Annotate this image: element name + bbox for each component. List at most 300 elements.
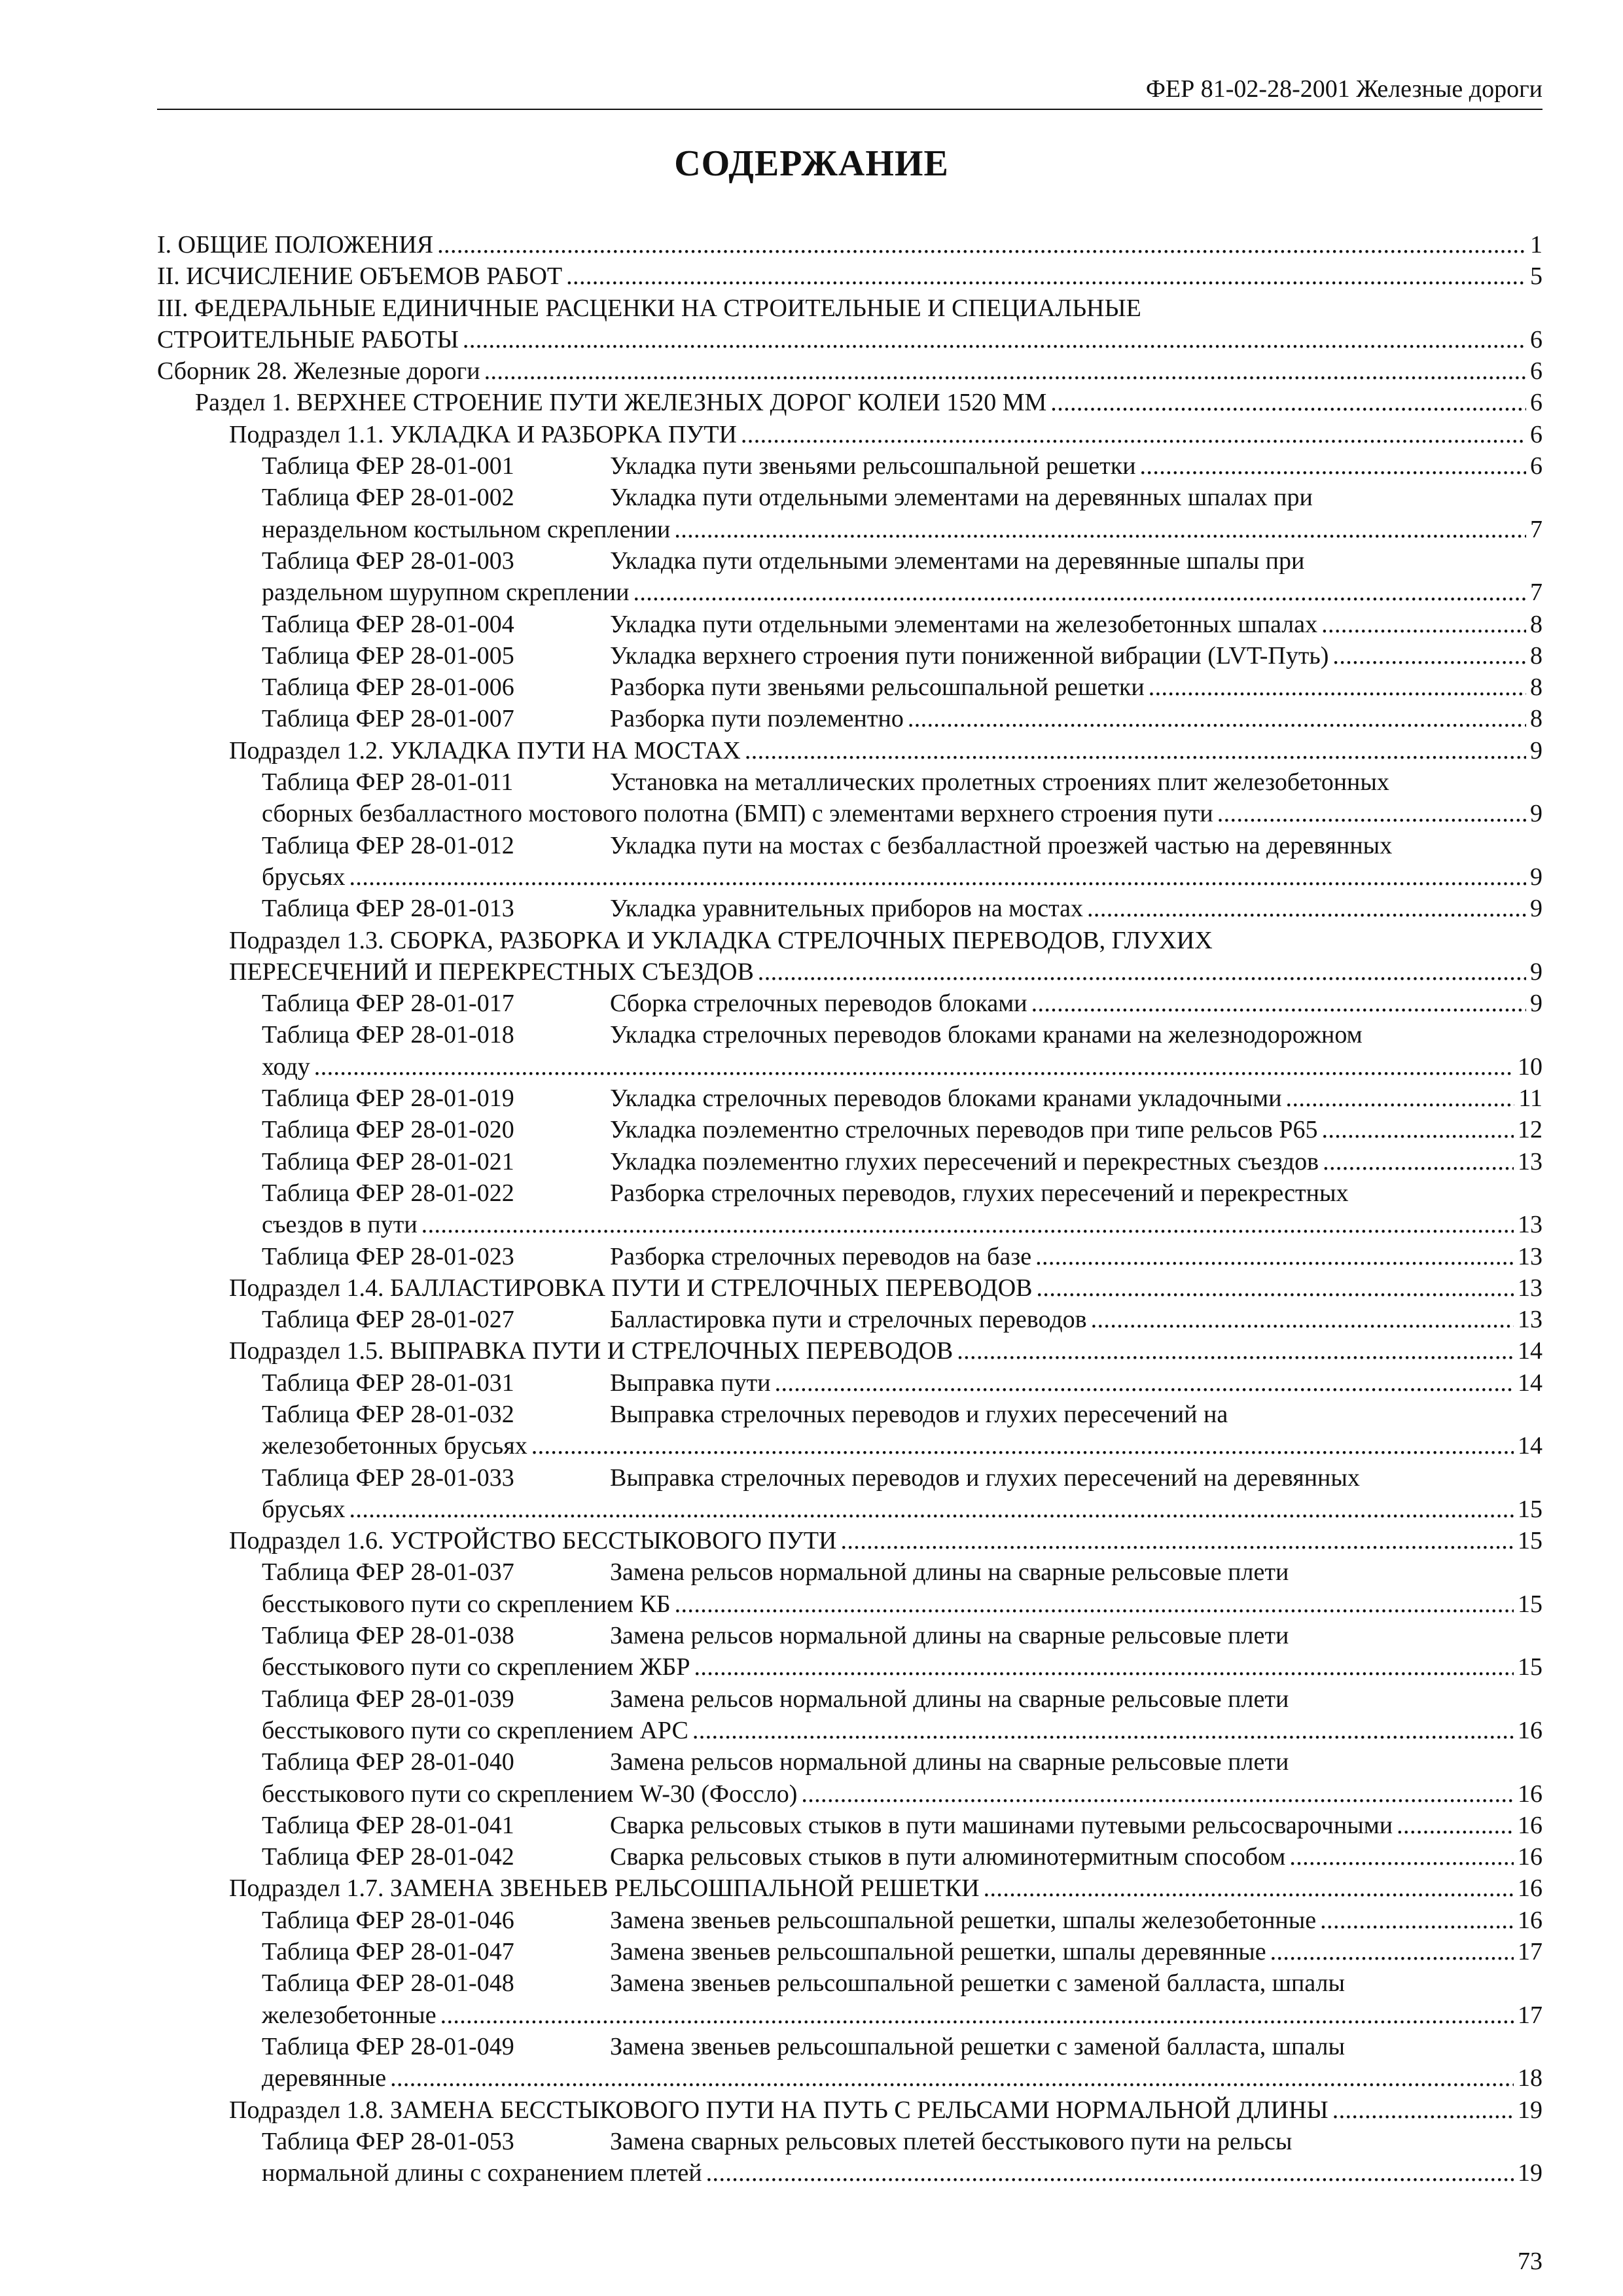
toc-page-number: 16: [1518, 1716, 1543, 1744]
toc-entry[interactable]: [157, 1430, 1543, 1462]
toc-entry-title: [229, 1873, 980, 1904]
toc-entry[interactable]: [157, 956, 1543, 988]
toc-page-number: 15: [1518, 1495, 1543, 1523]
toc-entry-title: [157, 260, 562, 292]
dot-leader: [957, 1335, 1514, 1367]
toc-page-number: 7: [1530, 515, 1543, 543]
toc-table-code: Таблица ФЕР 28-01-042: [262, 1843, 514, 1871]
toc-entry-title: [262, 1114, 1318, 1145]
toc-entry-title: [262, 640, 1329, 672]
toc-table-code: Таблица ФЕР 28-01-039: [262, 1685, 514, 1713]
toc-entry[interactable]: [157, 893, 1543, 924]
toc-entry[interactable]: [157, 293, 1543, 324]
toc-entry[interactable]: [157, 1620, 1543, 1651]
dot-leader: [1035, 1241, 1514, 1272]
toc-page-number: 9: [1530, 800, 1543, 828]
toc-entry-text: Выправка пути: [610, 1369, 771, 1397]
toc-page-number: 1: [1530, 231, 1543, 259]
toc-page-number: 14: [1518, 1432, 1543, 1460]
toc-page-number: 6: [1530, 325, 1543, 353]
toc-page-number: 11: [1518, 1085, 1543, 1113]
toc-entry[interactable]: [157, 1967, 1543, 1999]
toc-page-number: 13: [1518, 1274, 1543, 1302]
toc-page-number: 13: [1518, 1147, 1543, 1175]
toc-entry-text: Замена рельсов нормальной длины на сварные рельсовые плети: [610, 1622, 1289, 1650]
toc-entry-title: [262, 2000, 437, 2031]
toc-entry-text: Замена рельсов нормальной длины на сварные рельсовые плети: [610, 1558, 1289, 1587]
toc-entry[interactable]: [157, 861, 1543, 893]
toc-entry[interactable]: [157, 577, 1543, 608]
toc-entry-title: [262, 1841, 1285, 1873]
toc-table-code: Таблица ФЕР 28-01-003: [262, 547, 514, 575]
toc-entry-title: [262, 766, 1389, 798]
toc-table-code: Таблица ФЕР 28-01-017: [262, 990, 514, 1018]
toc-page-number: 17: [1518, 1938, 1543, 1966]
toc-entry[interactable]: [157, 1209, 1543, 1240]
toc-page-number: 13: [1518, 1211, 1543, 1239]
toc-entry-text: Выправка стрелочных переводов и глухих пересечений на деревянных: [610, 1463, 1360, 1492]
dot-leader: [314, 1051, 1514, 1083]
toc-entry-text: Сварка рельсовых стыков в пути алюминотермитным способом: [610, 1843, 1286, 1871]
toc-entry-text: нормальной длины с сохранением плетей: [262, 2159, 702, 2187]
dot-leader: [440, 2000, 1514, 2031]
toc-entry-title: [229, 1335, 953, 1367]
dot-leader: [463, 324, 1526, 355]
dot-leader: [1031, 988, 1526, 1019]
toc-entry[interactable]: [157, 988, 1543, 1019]
toc-entry[interactable]: [157, 1841, 1543, 1873]
toc-entry-title: [262, 672, 1145, 703]
dot-leader: [908, 703, 1526, 734]
dot-leader: [531, 1430, 1514, 1462]
toc-entry[interactable]: [157, 545, 1543, 577]
toc-page-number: 9: [1530, 895, 1543, 923]
toc-table-code: Таблица ФЕР 28-01-048: [262, 1969, 514, 1998]
toc-entry-title: [157, 293, 1141, 324]
toc-entry-text: железобетонных брусьях: [262, 1432, 527, 1460]
toc-entry-text: III. ФЕДЕРАЛЬНЫЕ ЕДИНИЧНЫЕ РАСЦЕНКИ НА СТРОИТЕЛЬНЫЕ И СПЕЦИАЛЬНЫЕ: [157, 294, 1141, 322]
toc-table-code: Таблица ФЕР 28-01-002: [262, 484, 514, 512]
dot-leader: [984, 1873, 1514, 1904]
dot-leader: [349, 861, 1526, 893]
dot-leader: [1397, 1810, 1514, 1841]
toc-page-number: 12: [1518, 1116, 1543, 1144]
toc-page-number: 16: [1518, 1811, 1543, 1839]
toc-entry-title: [262, 988, 1027, 1019]
toc-entry[interactable]: [157, 830, 1543, 861]
toc-entry[interactable]: [157, 735, 1543, 766]
toc-entry-title: [262, 482, 1313, 513]
toc-entry-title: [229, 956, 754, 988]
toc-entry-text: Укладка стрелочных переводов блоками кранами на железнодорожном: [610, 1021, 1363, 1049]
toc-entry-title: [262, 703, 904, 734]
toc-entry-title: [262, 1209, 418, 1240]
toc-table-code: Таблица ФЕР 28-01-021: [262, 1147, 514, 1175]
toc-page-number: 8: [1530, 641, 1543, 670]
toc-entry-title: [262, 545, 1304, 577]
toc-entry[interactable]: [157, 766, 1543, 798]
toc-entry-text: Подраздел 1.3. СБОРКА, РАЗБОРКА И УКЛАДКА СТРЕЛОЧНЫХ ПЕРЕВОДОВ, ГЛУХИХ: [229, 926, 1213, 954]
toc-entry-title: [262, 1051, 310, 1083]
toc-table-code: Таблица ФЕР 28-01-012: [262, 831, 514, 859]
toc-entry-title: [262, 450, 1136, 482]
page-number: 73: [1518, 2248, 1543, 2275]
toc-entry[interactable]: [157, 1556, 1543, 1588]
toc-table-code: Таблица ФЕР 28-01-001: [262, 452, 514, 480]
toc-entry[interactable]: [157, 1019, 1543, 1050]
toc-entry-title: [157, 355, 480, 387]
toc-table-code: Таблица ФЕР 28-01-022: [262, 1179, 514, 1207]
toc-entry-text: Укладка стрелочных переводов блоками кранами укладочными: [610, 1085, 1282, 1113]
toc-entry-title: [262, 1778, 797, 1810]
toc-entry-title: [229, 419, 737, 450]
toc-entry-text: брусьях: [262, 1495, 346, 1523]
toc-entry-title: [262, 514, 670, 545]
toc-entry[interactable]: [157, 2062, 1543, 2094]
toc-page-number: 14: [1518, 1337, 1543, 1365]
toc-entry[interactable]: [157, 1241, 1543, 1272]
toc-entry-text: Разборка пути поэлементно: [610, 705, 904, 733]
dot-leader: [675, 1588, 1514, 1620]
toc-entry-text: Подраздел 1.6. УСТРОЙСТВО БЕССТЫКОВОГО ПУТИ: [229, 1527, 837, 1555]
toc-page-number: 6: [1530, 420, 1543, 448]
toc-entry-title: [262, 1936, 1266, 1967]
toc-table-code: Таблица ФЕР 28-01-023: [262, 1242, 514, 1270]
toc-entry-text: железобетонные: [262, 2001, 437, 2029]
toc-entry[interactable]: [157, 703, 1543, 734]
dot-leader: [349, 1494, 1514, 1525]
toc-entry-text: Сборка стрелочных переводов блоками: [610, 990, 1027, 1018]
toc-entry-text: ходу: [262, 1052, 310, 1081]
toc-table-code: Таблица ФЕР 28-01-053: [262, 2127, 514, 2155]
toc-page-number: 9: [1530, 958, 1543, 986]
toc-entry[interactable]: [157, 260, 1543, 292]
toc-entry-title: [262, 2157, 702, 2189]
toc-page-number: 5: [1530, 262, 1543, 291]
toc-entry-title: [262, 1651, 690, 1683]
toc-entry-text: Установка на металлических пролетных строениях плит железобетонных: [610, 768, 1389, 797]
page-title: СОДЕРЖАНИЕ: [674, 143, 949, 184]
toc-entry-text: Укладка поэлементно стрелочных переводов при типе рельсов Р65: [610, 1116, 1318, 1144]
toc-page-number: 13: [1518, 1242, 1543, 1270]
toc-entry-text: Замена рельсов нормальной длины на сварные рельсовые плети: [610, 1685, 1289, 1713]
toc-entry-title: [262, 1715, 688, 1746]
toc-entry[interactable]: [157, 2000, 1543, 2031]
toc-table-code: Таблица ФЕР 28-01-005: [262, 641, 514, 670]
toc-table-code: Таблица ФЕР 28-01-020: [262, 1116, 514, 1144]
toc-entry-text: Замена звеньев рельсошпальной решетки с заменой балласта, шпалы: [610, 2032, 1346, 2060]
toc-entry[interactable]: [157, 1873, 1543, 1904]
toc-page-number: 18: [1518, 2064, 1543, 2092]
toc-entry-text: II. ИСЧИСЛЕНИЕ ОБЪЕМОВ РАБОТ: [157, 262, 563, 291]
toc-entry-title: [262, 1146, 1319, 1177]
toc-entry[interactable]: [157, 1367, 1543, 1399]
dot-leader: [758, 956, 1526, 988]
toc-entry[interactable]: [157, 1715, 1543, 1746]
dot-leader: [801, 1778, 1514, 1810]
toc-entry-text: Подраздел 1.7. ЗАМЕНА ЗВЕНЬЕВ РЕЛЬСОШПАЛЬНОЙ РЕШЕТКИ: [229, 1874, 980, 1903]
dot-leader: [1289, 1841, 1514, 1873]
header-rule: [157, 109, 1543, 110]
running-header: ФЕР 81-02-28-2001 Железные дороги: [1145, 75, 1543, 103]
toc-table-code: Таблица ФЕР 28-01-047: [262, 1938, 514, 1966]
toc-entry-text: Замена рельсов нормальной длины на сварные рельсовые плети: [610, 1748, 1289, 1776]
toc-page-number: 16: [1518, 1843, 1543, 1871]
toc-entry-text: Укладка пути отдельными элементами на деревянные шпалы при: [610, 547, 1305, 575]
toc-entry[interactable]: [157, 450, 1543, 482]
toc-table-code: Таблица ФЕР 28-01-031: [262, 1369, 514, 1397]
toc-entry-text: СТРОИТЕЛЬНЫЕ РАБОТЫ: [157, 325, 459, 353]
toc-entry-text: Сборник 28. Железные дороги: [157, 357, 480, 386]
toc-table-code: Таблица ФЕР 28-01-049: [262, 2032, 514, 2060]
toc-table-code: Таблица ФЕР 28-01-013: [262, 895, 514, 923]
toc-entry-title: [262, 893, 1083, 924]
toc-entry-text: Укладка пути на мостах с безбалластной проезжей частью на деревянных: [610, 831, 1393, 859]
toc-entry-title: [262, 2062, 386, 2094]
toc-entry-text: Сварка рельсовых стыков в пути машинами путевыми рельсосварочными: [610, 1811, 1393, 1839]
toc-entry[interactable]: [157, 2094, 1543, 2126]
toc-entry-title: [262, 1810, 1393, 1841]
dot-leader: [437, 229, 1526, 260]
toc-entry[interactable]: [157, 514, 1543, 545]
toc-entry-text: Замена сварных рельсовых плетей бесстыкового пути на рельсы: [610, 2127, 1293, 2155]
toc-entry-text: Разборка стрелочных переводов на базе: [610, 1242, 1032, 1270]
toc-entry-text: сборных безбалластного мостового полотна (БМП) с элементами верхнего строения пути: [262, 800, 1213, 828]
toc-table-code: Таблица ФЕР 28-01-040: [262, 1748, 514, 1776]
toc-entry-text: Замена звеньев рельсошпальной решетки с заменой балласта, шпалы: [610, 1969, 1346, 1998]
toc-entry-title: [262, 1019, 1363, 1050]
dot-leader: [694, 1651, 1514, 1683]
toc-table-code: Таблица ФЕР 28-01-006: [262, 673, 514, 702]
dot-leader: [390, 2062, 1514, 2094]
toc-entry[interactable]: [157, 1525, 1543, 1556]
dot-leader: [1321, 609, 1526, 640]
toc-entry[interactable]: [157, 1462, 1543, 1494]
toc-entry[interactable]: [157, 1810, 1543, 1841]
toc-entry-title: [262, 1083, 1282, 1114]
toc-page-number: 6: [1530, 389, 1543, 417]
toc-entry-text: Укладка пути отдельными элементами на деревянных шпалах при: [610, 484, 1313, 512]
dot-leader: [1140, 450, 1526, 482]
toc-entry[interactable]: [157, 1905, 1543, 1936]
toc-entry-title: [262, 2031, 1345, 2062]
toc-entry-title: [262, 1177, 1349, 1209]
table-of-contents: [157, 229, 1543, 2189]
toc-entry-text: Балластировка пути и стрелочных переводов: [610, 1306, 1087, 1334]
toc-entry-title: [229, 925, 1213, 956]
toc-entry-text: Подраздел 1.4. БАЛЛАСТИРОВКА ПУТИ И СТРЕЛОЧНЫХ ПЕРЕВОДОВ: [229, 1274, 1033, 1302]
toc-page-number: 8: [1530, 610, 1543, 638]
toc-entry[interactable]: [157, 419, 1543, 450]
toc-entry-text: бесстыкового пути со скреплением АРС: [262, 1716, 688, 1744]
toc-entry-text: Подраздел 1.8. ЗАМЕНА БЕССТЫКОВОГО ПУТИ НА ПУТЬ С РЕЛЬСАМИ НОРМАЛЬНОЙ ДЛИНЫ: [229, 2096, 1329, 2124]
toc-entry-text: Укладка пути звеньями рельсошпальной решетки: [610, 452, 1136, 480]
dot-leader: [1037, 1272, 1514, 1304]
toc-entry-text: ПЕРЕСЕЧЕНИЙ И ПЕРЕКРЕСТНЫХ СЪЕЗДОВ: [229, 958, 754, 986]
toc-entry-text: Укладка уравнительных приборов на мостах: [610, 895, 1084, 923]
dot-leader: [745, 735, 1526, 766]
toc-entry-text: нераздельном костыльном скреплении: [262, 515, 671, 543]
toc-entry-title: [262, 1588, 671, 1620]
dot-leader: [1332, 640, 1526, 672]
dot-leader: [1091, 1304, 1514, 1335]
toc-table-code: Таблица ФЕР 28-01-027: [262, 1306, 514, 1334]
toc-entry[interactable]: [157, 1114, 1543, 1145]
toc-entry-title: [262, 1746, 1289, 1778]
toc-entry[interactable]: [157, 609, 1543, 640]
toc-entry-title: [229, 2094, 1329, 2126]
toc-entry-title: [262, 1399, 1228, 1430]
toc-entry-text: съездов в пути: [262, 1211, 418, 1239]
toc-table-code: Таблица ФЕР 28-01-038: [262, 1622, 514, 1650]
toc-page-number: 13: [1518, 1306, 1543, 1334]
toc-entry[interactable]: [157, 1177, 1543, 1209]
toc-page-number: 15: [1518, 1653, 1543, 1681]
toc-entry-title: [157, 324, 459, 355]
dot-leader: [1286, 1083, 1515, 1114]
toc-entry[interactable]: [157, 1272, 1543, 1304]
toc-page-number: 10: [1518, 1052, 1543, 1081]
dot-leader: [1050, 387, 1526, 418]
dot-leader: [706, 2157, 1514, 2189]
toc-entry-title: [262, 798, 1213, 829]
toc-entry-text: Подраздел 1.1. УКЛАДКА И РАЗБОРКА ПУТИ: [229, 420, 737, 448]
toc-entry[interactable]: [157, 1304, 1543, 1335]
toc-page-number: 15: [1518, 1590, 1543, 1618]
dot-leader: [841, 1525, 1514, 1556]
toc-page-number: 17: [1518, 2001, 1543, 2029]
dot-leader: [1270, 1936, 1514, 1967]
dot-leader: [741, 419, 1526, 450]
toc-entry[interactable]: [157, 1399, 1543, 1430]
toc-entry[interactable]: [157, 1083, 1543, 1114]
toc-entry-title: [262, 1430, 527, 1462]
toc-entry-title: [229, 1525, 837, 1556]
toc-table-code: Таблица ФЕР 28-01-004: [262, 610, 514, 638]
toc-page-number: 15: [1518, 1527, 1543, 1555]
toc-entry[interactable]: [157, 1335, 1543, 1367]
toc-entry-text: Укладка верхнего строения пути пониженной вибрации (LVT-Путь): [610, 641, 1329, 670]
toc-entry-text: брусьях: [262, 863, 346, 891]
toc-entry-text: I. ОБЩИЕ ПОЛОЖЕНИЯ: [157, 231, 434, 259]
toc-entry[interactable]: [157, 640, 1543, 672]
toc-entry[interactable]: [157, 1051, 1543, 1083]
toc-entry[interactable]: [157, 1651, 1543, 1683]
toc-entry-title: [262, 1905, 1316, 1936]
toc-entry-text: Укладка поэлементно глухих пересечений и перекрестных съездов: [610, 1147, 1319, 1175]
toc-entry-text: Укладка пути отдельными элементами на железобетонных шпалах: [610, 610, 1318, 638]
toc-entry[interactable]: [157, 1494, 1543, 1525]
toc-entry-title: [262, 1462, 1360, 1494]
toc-entry[interactable]: [157, 2157, 1543, 2189]
toc-table-code: Таблица ФЕР 28-01-032: [262, 1400, 514, 1428]
toc-page-number: 9: [1530, 990, 1543, 1018]
toc-entry-title: [262, 1367, 771, 1399]
toc-entry-text: деревянные: [262, 2064, 387, 2092]
toc-entry-text: Подраздел 1.5. ВЫПРАВКА ПУТИ И СТРЕЛОЧНЫХ ПЕРЕВОДОВ: [229, 1337, 954, 1365]
toc-entry[interactable]: [157, 324, 1543, 355]
toc-entry[interactable]: [157, 798, 1543, 829]
toc-page-number: 9: [1530, 863, 1543, 891]
toc-table-code: Таблица ФЕР 28-01-018: [262, 1021, 514, 1049]
toc-entry-title: [157, 229, 433, 260]
toc-table-code: Таблица ФЕР 28-01-007: [262, 705, 514, 733]
toc-page-number: 8: [1530, 705, 1543, 733]
dot-leader: [1217, 798, 1526, 829]
toc-entry[interactable]: [157, 1683, 1543, 1715]
toc-entry-title: [262, 1556, 1289, 1588]
toc-table-code: Таблица ФЕР 28-01-033: [262, 1463, 514, 1492]
toc-entry[interactable]: [157, 2031, 1543, 2062]
toc-entry[interactable]: [157, 387, 1543, 418]
toc-entry[interactable]: [157, 1146, 1543, 1177]
dot-leader: [484, 355, 1526, 387]
toc-entry[interactable]: [157, 1746, 1543, 1778]
toc-entry[interactable]: [157, 1936, 1543, 1967]
toc-entry-title: [262, 1683, 1289, 1715]
toc-entry-text: раздельном шурупном скреплении: [262, 579, 630, 607]
toc-entry-text: Выправка стрелочных переводов и глухих пересечений на: [610, 1400, 1228, 1428]
toc-entry-text: бесстыкового пути со скреплением W-30 (Фоссло): [262, 1780, 798, 1808]
toc-entry-title: [262, 1967, 1345, 1999]
dot-leader: [421, 1209, 1514, 1240]
toc-entry-title: [229, 735, 741, 766]
toc-entry-text: Раздел 1. ВЕРХНЕЕ СТРОЕНИЕ ПУТИ ЖЕЛЕЗНЫХ ДОРОГ КОЛЕИ 1520 ММ: [195, 389, 1047, 417]
toc-page-number: 7: [1530, 579, 1543, 607]
toc-entry-title: [262, 2126, 1292, 2157]
toc-page-number: 6: [1530, 452, 1543, 480]
toc-page-number: 16: [1518, 1874, 1543, 1903]
toc-entry-title: [262, 861, 346, 893]
dot-leader: [566, 260, 1526, 292]
toc-page-number: 19: [1518, 2159, 1543, 2187]
toc-entry[interactable]: [157, 2126, 1543, 2157]
dot-leader: [1149, 672, 1526, 703]
toc-entry[interactable]: [157, 355, 1543, 387]
toc-entry-title: [262, 577, 629, 608]
toc-page-number: 9: [1530, 736, 1543, 764]
toc-entry[interactable]: [157, 672, 1543, 703]
toc-page-number: 16: [1518, 1780, 1543, 1808]
toc-entry[interactable]: [157, 229, 1543, 260]
dot-leader: [674, 514, 1526, 545]
toc-entry-text: бесстыкового пути со скреплением ЖБР: [262, 1653, 690, 1681]
dot-leader: [633, 577, 1526, 608]
toc-table-code: Таблица ФЕР 28-01-041: [262, 1811, 514, 1839]
toc-page-number: 8: [1530, 673, 1543, 702]
toc-table-code: Таблица ФЕР 28-01-011: [262, 768, 514, 797]
dot-leader: [775, 1367, 1514, 1399]
dot-leader: [1320, 1905, 1514, 1936]
toc-entry[interactable]: [157, 1778, 1543, 1810]
toc-entry[interactable]: [157, 482, 1543, 513]
toc-entry-title: [262, 609, 1317, 640]
toc-page-number: 16: [1518, 1906, 1543, 1934]
toc-page-number: 14: [1518, 1369, 1543, 1397]
toc-page-number: 19: [1518, 2096, 1543, 2124]
dot-leader: [1087, 893, 1526, 924]
toc-entry-title: [262, 1620, 1289, 1651]
toc-entry-title: [262, 1241, 1031, 1272]
dot-leader: [692, 1715, 1514, 1746]
toc-entry-text: Замена звеньев рельсошпальной решетки, шпалы деревянные: [610, 1938, 1266, 1966]
dot-leader: [1332, 2094, 1514, 2126]
toc-table-code: Таблица ФЕР 28-01-037: [262, 1558, 514, 1587]
toc-entry[interactable]: [157, 925, 1543, 956]
toc-entry[interactable]: [157, 1588, 1543, 1620]
toc-entry-text: Разборка пути звеньями рельсошпальной решетки: [610, 673, 1145, 702]
toc-entry-title: [229, 1272, 1033, 1304]
